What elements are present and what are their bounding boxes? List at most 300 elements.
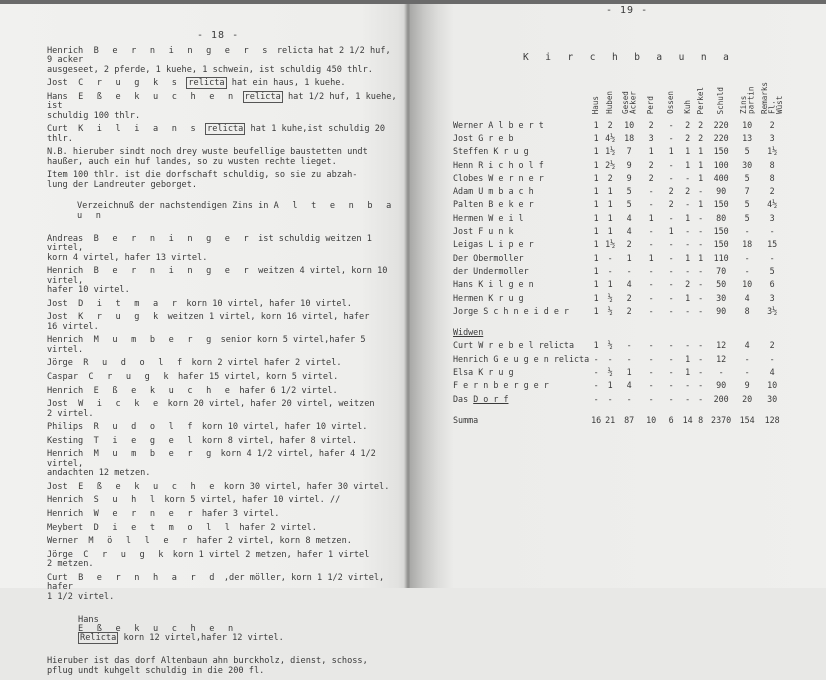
relicta-entry [47,47,397,75]
entry-rest: senior korn 5 virtel,hafer 5 virtel. [47,335,371,355]
zins-entry [47,313,397,332]
cell: - [626,393,632,404]
relicta-entry [47,79,397,88]
cell: 2 [769,186,775,197]
cell: - [698,212,704,223]
table-row-widow [453,379,785,392]
row-name: Elsa K r u g [453,366,514,377]
cell: - [685,265,691,276]
entry-surname: K r u g k [78,312,163,323]
cell: 3 [769,132,775,143]
heading-text: Verzeichnuß der nachstendigen Zins in [77,201,269,212]
cell: 1 [593,292,599,303]
entry-firstname: Kesting [47,435,84,446]
entry-surname: M u m b e r g [93,335,216,346]
entry-rest: hafer 2 virtel. [234,522,317,533]
table-row [453,171,785,184]
cell: - [648,380,654,391]
cell: 1 [607,226,613,237]
column-header-label: Huben [605,91,615,114]
cell: ½ [607,340,613,351]
entry-rest: weitzen 4 virtel, korn 10 virtel, hafer 10 virtel. [47,266,388,296]
entry-firstname: Curt [47,572,68,583]
cell: 1 [593,265,599,276]
column-header-label: Gesed Acker [620,91,638,114]
entry-firstname: Philips [47,422,84,433]
zins-entry [47,423,397,432]
table-row-widow [453,352,785,365]
column-header-label: Perkel [695,86,705,114]
cell: 2 [698,132,704,143]
cell: 16 [591,414,602,425]
cell: 90 [716,380,727,391]
entry-firstname: Henrich [47,335,84,346]
cell: 1 [593,159,599,170]
entry-rest: korn 5 virtel, hafer 10 virtel. // [159,495,341,506]
cell: - [769,353,775,364]
zins-entry [47,373,397,382]
note-item: Item 100 thlr. ist die dorfschaft schuldig, so sie zu abzah- lung der Landreuter geborget. [47,170,358,190]
table-row [453,184,785,197]
zins-entry [47,300,397,309]
cell: - [648,353,654,364]
cell: 1 [698,146,704,157]
column-header-label: Haus [591,95,601,114]
dorf-prefix: Das [453,393,469,404]
cell: - [685,305,691,316]
cell: 1 [593,239,599,250]
cell: 8 [769,159,775,170]
cell: - [626,353,632,364]
cell: 12 [716,340,727,351]
cell: 2 [685,132,691,143]
table-row [453,211,785,224]
cell: 4½ [605,132,616,143]
cell: 1½ [767,146,778,157]
cell: - [668,353,674,364]
cell: - [607,393,613,404]
entry-firstname: Caspar [47,372,79,383]
cell: 1 [626,366,632,377]
cell: 2 [685,279,691,290]
cell: 1 [698,199,704,210]
cell: 5 [744,212,750,223]
row-name: Hans K i l g e n [453,279,534,290]
cell: 150 [713,239,729,250]
entry-rest: korn 2 virtel hafer 2 virtel. [186,358,342,369]
entry-surname: C r u g k [88,372,173,383]
cell: - [698,239,704,250]
cell: 9 [626,159,632,170]
entry-rest: korn 1 virtel 2 metzen, hafer 1 virtel 2 metzen. [47,549,370,570]
entry-firstname: Henrich [47,509,84,519]
cell: 2 [685,186,691,197]
cell: 10 [767,380,778,391]
column-header [641,80,661,118]
header-name-col [453,80,589,118]
cell: 2370 [711,414,732,425]
row-name: Henn R i c h o l f [453,159,544,170]
cell: 150 [713,146,729,157]
entry-firstname: Henrich [47,385,84,396]
cell: - [744,366,750,377]
cell: 5 [769,265,775,276]
cell: - [648,393,654,404]
entry-surname: E ß e k u c h e [93,385,235,396]
cell: 2 [668,186,674,197]
zins-entry [47,551,397,570]
column-header [735,80,759,118]
cell: 10 [742,119,753,130]
cell: 2 [648,172,654,183]
cell: - [698,305,704,316]
cell: - [648,186,654,197]
entry-surname: K i l i a n s [78,124,200,135]
column-header-label: Ossen [666,91,676,114]
entry-rest: hat ein haus, 1 kuehe. [226,78,346,89]
cell: - [685,393,691,404]
cell: - [668,159,674,170]
zins-entry [47,235,397,263]
zins-entry [47,400,397,419]
column-header-label: Schuld [716,86,726,114]
entry-surname: M ö l l e r [88,536,192,547]
cell: - [769,252,775,263]
cell: - [668,292,674,303]
entry-surname: W i c k e [78,399,163,410]
cell: - [698,279,704,290]
table-row-widow [453,339,785,352]
cell: 1 [648,252,654,263]
cell: 6 [769,279,775,290]
row-name: Summa [453,414,479,425]
cell: - [744,353,750,364]
cell: - [648,292,654,303]
entry-rest: korn 10 virtel, hafer 10 virtel. [181,298,352,309]
entry-rest: hat 1/2 huf, 1 kuehe, ist schuldig 100 thlr. [47,92,397,121]
column-header [661,80,681,118]
column-header [707,80,735,118]
cell: - [648,265,654,276]
cell: - [668,366,674,377]
zins-entry [47,387,397,396]
cell: - [698,353,704,364]
relicta-bracket: relicta [188,78,225,89]
entry-firstname: Jost [47,312,68,323]
relicta-bracket: relicta [244,92,281,102]
cell: 4 [744,292,750,303]
cell: ½ [607,366,613,377]
entry-surname: B e r n i n g e r s [93,46,272,56]
cell: 1 [593,279,599,290]
entry-firstname: Jost [47,399,68,410]
cell: - [626,340,632,351]
cell: - [668,172,674,183]
entry-rest: hat 1 kuhe,ist schuldig 20 thlr. [47,124,391,144]
cell: 6 [668,414,674,425]
entry-surname: R u d o l f [83,358,187,369]
cell: 1 [685,252,691,263]
cell: 1 [593,186,599,197]
cell: 5 [626,199,632,210]
zins-entry [47,496,397,505]
cell: 1 [607,199,613,210]
note-nb: N.B. hieruber sindt noch drey wuste beufellige baustetten undt haußer, auch ein huf landes, so zu wusten rechte lieget. [47,147,368,167]
cell: 30 [716,292,727,303]
entry-surname: E ß e k u c h e [78,481,219,492]
cell: 200 [713,393,729,404]
cell: 1 [685,292,691,303]
cell: - [685,172,691,183]
cell: 150 [713,226,729,237]
entry-rest: korn 4 1/2 virtel, hafer 4 1/2 virtel, andachten 12 metzen. [47,449,376,479]
cell: - [718,366,724,377]
cell: 150 [713,199,729,210]
cell: - [698,340,704,351]
cell: 10 [742,279,753,290]
cell: 1 [698,159,704,170]
cell: - [593,380,599,391]
zins-entry [47,336,397,355]
entry-rest: korn 8 virtel, hafer 8 virtel. [196,435,358,446]
table-row [453,198,785,211]
cell: 2 [607,172,613,183]
cell: 7 [744,186,750,197]
cell: 70 [716,265,727,276]
cell: - [668,340,674,351]
cell: 1 [607,212,613,223]
row-name: Jost G r e b [453,132,514,143]
cell: 87 [624,414,635,425]
cell: - [698,366,704,377]
cell: - [668,119,674,130]
cell: 1½ [605,239,616,250]
zins-entry [47,537,397,546]
cell: 3 [648,132,654,143]
cell: - [668,265,674,276]
cell: - [607,265,613,276]
cell: - [607,353,613,364]
row-name: Steffen K r u g [453,146,529,157]
cell: 9 [626,172,632,183]
widows-label-row [453,325,785,338]
cell: - [648,340,654,351]
column-header-label: Perd [646,95,656,114]
row-name: Leigas L i p e r [453,239,534,250]
cell: - [668,132,674,143]
spacer [453,317,785,325]
cell: - [593,353,599,364]
cell: 2 [626,239,632,250]
column-header [694,80,707,118]
row-name: Clobes W e r n e r [453,172,544,183]
table-row [453,264,785,277]
entry-surname: D i e t m o l l [93,522,235,533]
entry-firstname: Jost [47,298,68,309]
row-name: Jorge S c h n e i d e r [453,305,569,316]
cell: 30 [767,393,778,404]
cell: 8 [744,305,750,316]
row-name: der Undermoller [453,265,529,276]
entry-surname: M u m b e r g [93,449,216,460]
cell: - [744,226,750,237]
cell: 80 [716,212,727,223]
row-name: Jost F u n k [453,226,514,237]
cell: 154 [739,414,755,425]
entry-surname: C r u g k [83,549,168,560]
section-heading [77,202,397,221]
zins-entry [47,483,397,492]
cell: 1 [607,186,613,197]
cell: 220 [713,119,729,130]
table-row [453,145,785,158]
cell: 8 [769,172,775,183]
cell: 5 [744,199,750,210]
cell: 2 [626,292,632,303]
entry-surname: E ß e k u c h e n [78,92,238,102]
cell: 2 [648,159,654,170]
cell: ½ [607,292,613,303]
entry-firstname: Werner [47,536,79,547]
zins-entry [47,510,397,519]
entry-rest: korn 20 virtel, hafer 20 virtel, weitzen 2 virtel. [47,399,375,419]
cell: 2 [769,340,775,351]
cell: 1 [685,366,691,377]
entry-rest: ,der möller, korn 1 1/2 virtel, hafer 1 1/2 virtel. [47,572,385,602]
cell: 400 [713,172,729,183]
cell: 1 [593,146,599,157]
left-page-text [47,47,397,680]
entry-firstname: Henrich [47,495,84,506]
table-title: K i r c h b a u n a [523,52,735,63]
entry-firstname: Andreas [47,234,84,245]
cell: 1 [593,340,599,351]
column-header [617,80,641,118]
cell: 90 [716,186,727,197]
page-left [0,4,410,676]
cell: - [607,252,613,263]
cell: - [685,239,691,250]
table-row [453,224,785,237]
cell: - [685,226,691,237]
entry-firstname: Meybert [47,522,84,533]
closing-text: Hieruber ist das dorf Altenbaun ahn burckholz, dienst, schoss, pflug undt kuhgelt schuldig in die 200 fl. [47,656,368,676]
entry-rest: korn 30 virtel, hafer 30 virtel. [218,481,390,492]
row-name: Hermen K r u g [453,292,524,303]
cell: 110 [713,252,729,263]
cell: 2 [607,119,613,130]
cell: 3 [769,292,775,303]
cell: - [685,380,691,391]
cell: 1 [685,146,691,157]
cell: 18 [742,239,753,250]
cell: 20 [742,393,753,404]
cell: - [648,226,654,237]
cell: 4½ [767,199,778,210]
cell: - [668,212,674,223]
cell: 1 [648,212,654,223]
entry-surname: E ß e k u c h e n [78,624,238,634]
cell: - [648,279,654,290]
cell: 3½ [767,305,778,316]
cell: - [593,393,599,404]
column-header-label: Kuh [682,100,692,114]
kirchbauna-table [453,80,785,427]
column-header-label: Zins partin [738,86,756,114]
cell: 1 [593,226,599,237]
cell: - [668,239,674,250]
cell: 2 [698,119,704,130]
cell: 4 [626,226,632,237]
entry-surname: D i t m a r [78,298,182,309]
cell: 1 [685,159,691,170]
cell: 1 [698,252,704,263]
entry-firstname: Jörge [47,358,73,369]
cell: 1 [607,380,613,391]
entry-rest: ist schuldig weitzen 1 virtel, korn 4 virtel, hafer 13 virtel. [47,234,372,263]
cell: 1½ [605,146,616,157]
cell: 5 [744,172,750,183]
relicta-bracket: Relicta [80,633,117,644]
row-name: Curt W r e b e l relicta [453,340,575,351]
entry-rest: hafer 3 virtel. [196,509,280,519]
entry-firstname: Henrich [47,266,84,277]
cell: 18 [624,132,635,143]
cell: 1 [593,132,599,143]
cell: - [698,265,704,276]
cell: 220 [713,132,729,143]
entry-rest: weitzen 1 virtel, korn 16 virtel, hafer 16 virtel. [47,312,370,332]
cell: 1 [593,172,599,183]
cell: 1 [685,353,691,364]
cell: 4 [626,380,632,391]
cell: 30 [742,159,753,170]
cell: - [626,265,632,276]
cell: 1 [668,146,674,157]
zins-entry [47,359,397,368]
entry-rest: hafer 15 virtel, korn 5 virtel. [172,372,339,383]
entry-rest: hafer 2 virtel, korn 8 metzen. [191,536,352,547]
cell: 10 [624,119,635,130]
cell: 1 [648,146,654,157]
cell: 1 [593,199,599,210]
cell: 1 [626,252,632,263]
cell: - [648,366,654,377]
cell: 4 [626,279,632,290]
row-name [453,392,589,405]
cell: 1 [593,119,599,130]
page-number-left: - 18 - [197,30,240,41]
cell: ½ [607,305,613,316]
entry-rest: relicta hat 2 1/2 huf, 9 acker ausgeseet, 2 pferde, 1 kuehe, 1 schwein, ist schuldig 450 thlr. [47,46,391,75]
entry-surname: C r u g k s [78,78,182,89]
zins-entry [47,524,397,533]
zins-entry [47,437,397,446]
cell: 13 [742,132,753,143]
row-name: Werner A l b e r t [453,119,544,130]
cell: - [668,279,674,290]
cell: 2 [685,119,691,130]
row-gap [453,405,785,413]
cell: 1 [698,172,704,183]
cell: 2 [769,119,775,130]
cell: 1 [593,212,599,223]
row-name: Henrich G e u g e n relicta [453,353,590,364]
entry-surname: B e r n h a r d [78,572,219,583]
entry-firstname: Curt [47,124,68,135]
cell: - [769,226,775,237]
cell: - [648,239,654,250]
